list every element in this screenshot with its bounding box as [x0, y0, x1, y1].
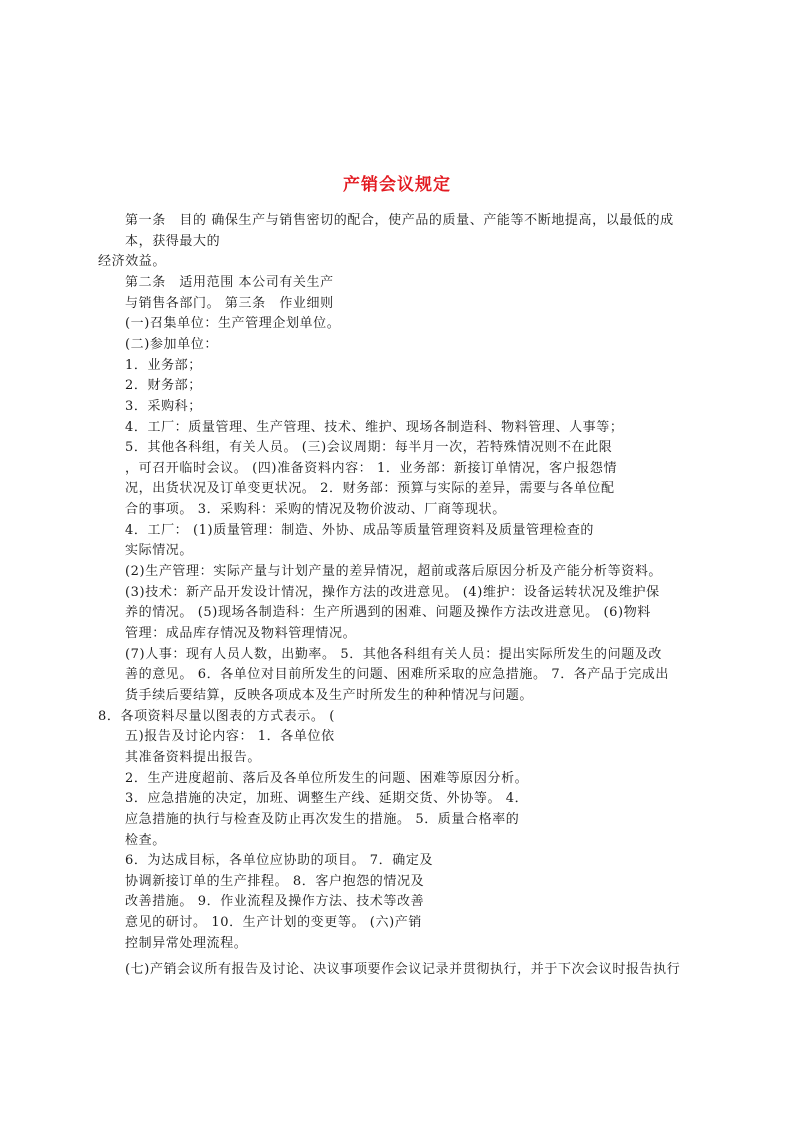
paragraph-line: 本，获得最大的: [125, 233, 221, 249]
paragraph-line: 2．财务部；: [125, 378, 202, 394]
paragraph-line: (7)人事：现有人员人数，出勤率。 5．其他各科组有关人员：提出实际所发生的问题及改: [125, 646, 663, 662]
paragraph-line: 4．工厂：质量管理、生产管理、技术、维护、现场各制造科、物料管理、人事等；: [125, 419, 624, 435]
paragraph-line: (二)参加单位：: [125, 336, 218, 352]
paragraph-line: (3)技术：新产品开发设计情况，操作方法的改进意见。 (4)维护：设备运转状况及维护保: [125, 584, 660, 600]
paragraph-line: (2)生产管理：实际产量与计划产量的差异情况，超前或落后原因分析及产能分析等资料。: [125, 564, 663, 580]
paragraph-line: 5．其他各科组，有关人员。 (三)会议周期：每半月一次，若特殊情况则不在此限: [125, 440, 613, 456]
paragraph-line: 合的事项。 3．采购科：采购的情况及物价波动、厂商等现状。: [125, 502, 506, 518]
paragraph-line: 管理：成品库存情况及物料管理情况。: [125, 626, 357, 641]
paragraph-line: 应急措施的执行与检查及防止再次发生的措施。 5．质量合格率的: [125, 811, 520, 827]
paragraph-line: 控制异常处理流程。: [125, 935, 248, 951]
paragraph-line: 3．应急措施的决定，加班、调整生产线、延期交货、外协等。 4．: [125, 791, 529, 807]
document-title: 产销会议规定: [343, 175, 451, 195]
paragraph-line: 4．工厂： (1)质量管理：制造、外协、成品等质量管理资料及质量管理检查的: [125, 522, 595, 538]
paragraph-line: ，可召开临时会议。 (四)准备资料内容： 1．业务部：新接订单情况，客户报怨情: [125, 460, 618, 476]
paragraph-line: 8．各项资料尽量以图表的方式表示。 (: [98, 708, 335, 724]
paragraph-line: (一)召集单位：生产管理企划单位。: [125, 316, 341, 332]
paragraph-line: 善的意见。 6．各单位对目前所发生的问题、困难所采取的应急措施。 7．各产品于完成出: [125, 667, 670, 683]
paragraph-line: 第一条 目的 确保生产与销售密切的配合，使产品的质量、产能等不断地提高，以最低的成: [125, 213, 674, 228]
paragraph-line: 货手续后要结算，反映各项成本及生产时所发生的种种情况与问题。: [125, 687, 534, 703]
paragraph-line: 2．生产进度超前、落后及各单位所发生的问题、困难等原因分析。: [125, 770, 529, 786]
paragraph-line: 况，出货状况及订单变更状况。 2．财务部：预算与实际的差异，需要与各单位配: [125, 481, 615, 497]
paragraph-line: 6．为达成目标，各单位应协助的项目。 7．确定及: [125, 853, 434, 869]
paragraph-line: 实际情况。: [125, 543, 194, 559]
paragraph-line: 意见的研讨。 10．生产计划的变更等。 (六)产销: [125, 915, 422, 931]
paragraph-line: 经济效益。: [98, 254, 167, 270]
paragraph-line: 五)报告及讨论内容： 1．各单位依: [125, 729, 335, 745]
paragraph-line: 协调新接订单的生产排程。 8．客户抱怨的情况及: [125, 873, 425, 889]
paragraph-line: (七)产销会议所有报告及讨论、决议事项要作会议记录并贯彻执行，并于下次会议时报告执行: [125, 962, 681, 978]
paragraph-line: 改善措施。 9．作业流程及操作方法、技术等改善: [125, 894, 425, 910]
paragraph-line: 养的情况。 (5)现场各制造科：生产所遇到的困难、问题及操作方法改进意见。 (6)物料: [125, 605, 651, 621]
paragraph-line: 1．业务部；: [125, 357, 202, 373]
paragraph-line: 第二条 适用范围 本公司有关生产: [125, 274, 334, 290]
paragraph-line: 其准备资料提出报告。: [125, 749, 262, 765]
paragraph-line: 检查。: [125, 832, 166, 848]
paragraph-line: 3．采购科；: [125, 398, 202, 414]
paragraph-line: 与销售各部门。 第三条 作业细则: [125, 295, 334, 311]
